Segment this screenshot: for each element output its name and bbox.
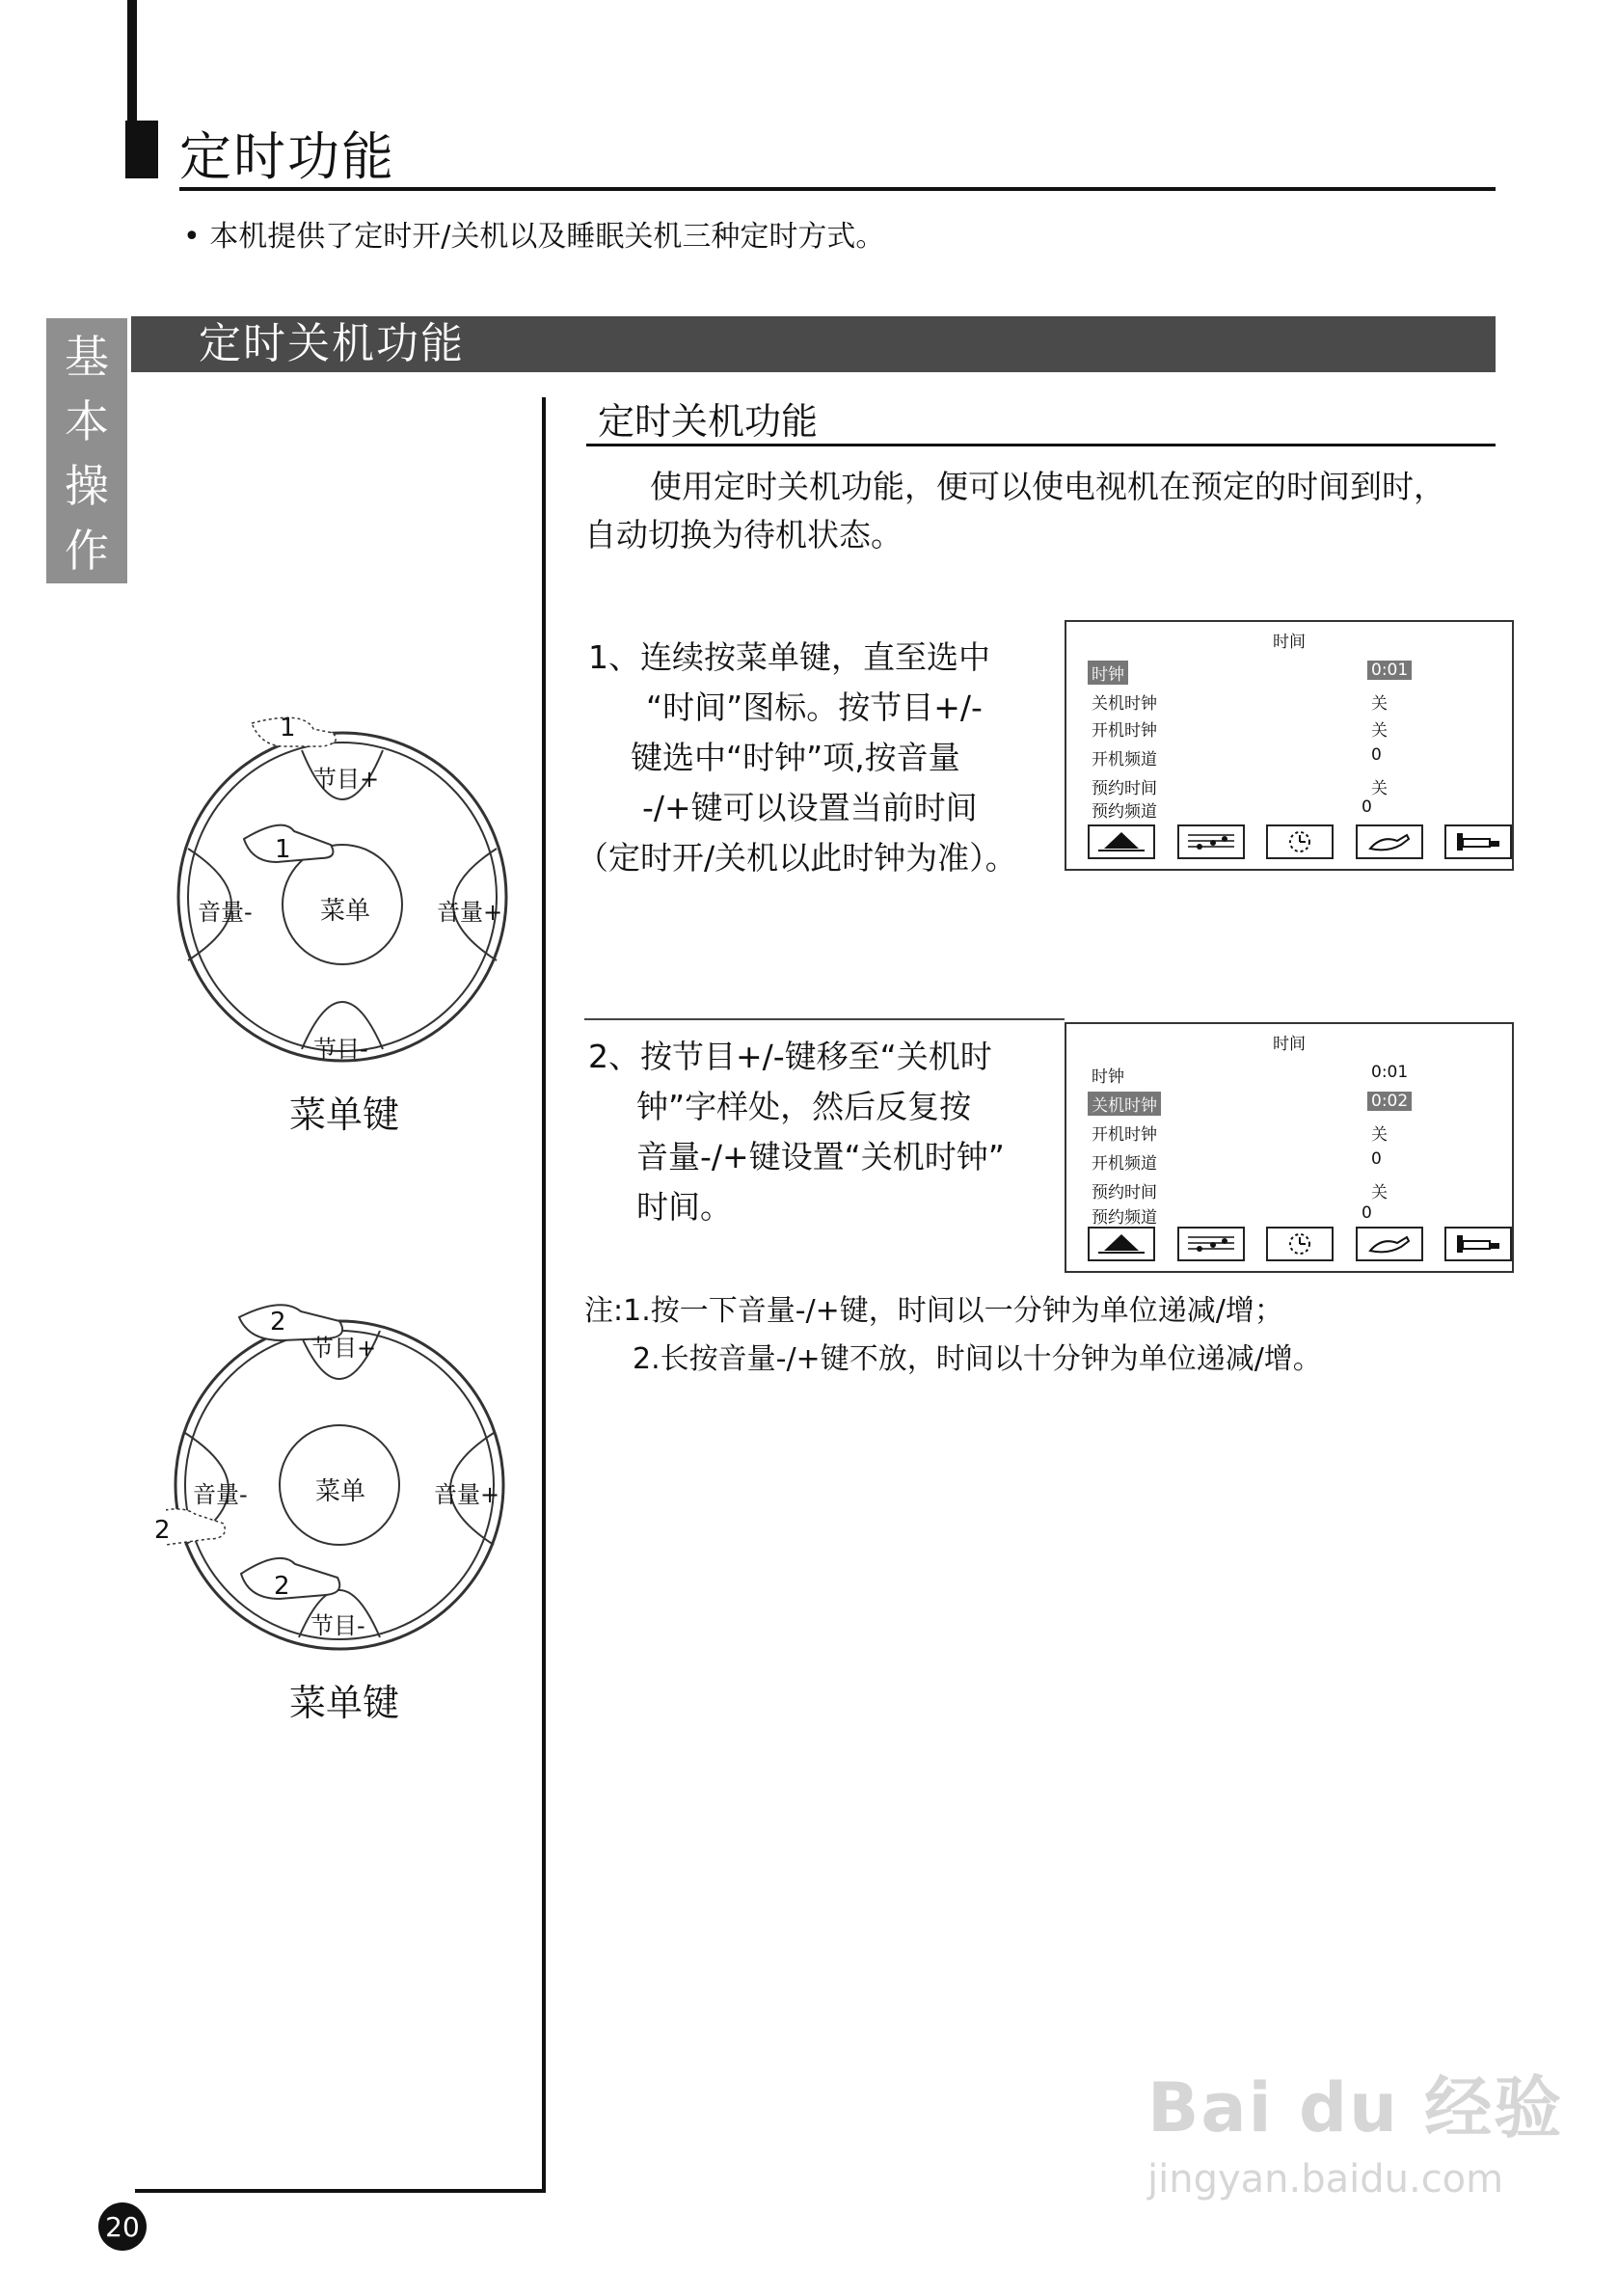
tv-menu-screen-2: [1065, 1022, 1514, 1273]
menu-value: 关: [1371, 721, 1388, 741]
vol-down-key-label: 音量-: [193, 1481, 248, 1508]
remote-diagram-2: [154, 1292, 513, 1659]
picture-icon: [1088, 824, 1155, 859]
section-intro: [584, 463, 1510, 559]
menu-value: 0: [1362, 797, 1372, 817]
step-marker: 1: [275, 835, 291, 864]
step-line: 音量-/+键设置“关机时钟”: [636, 1138, 1005, 1175]
step-line: （定时开/关机以此时钟为准）。: [577, 839, 1017, 877]
page-number: 20: [98, 2202, 147, 2251]
ch-down-key-label: 节目-: [310, 1612, 365, 1639]
menu-value: 0:01: [1371, 1063, 1409, 1082]
step-1-text: [577, 633, 1017, 883]
section-title: 定时关机功能: [598, 400, 819, 443]
menu-value: 0:02: [1367, 1092, 1412, 1111]
tv-menu-screen-1: [1065, 620, 1514, 871]
bottom-rule: [135, 2189, 546, 2193]
setup-icon: [1356, 1227, 1423, 1261]
remote-1-caption: 菜单键: [289, 1094, 400, 1136]
menu-value: 0: [1371, 745, 1382, 765]
menu-key-label: 菜单: [315, 1477, 366, 1506]
menu-key-label: 菜单: [320, 897, 371, 926]
step-line: 1、连续按菜单键，直至选中: [588, 638, 990, 676]
baidu-watermark: [1147, 2054, 1563, 2201]
menu-value: 关: [1371, 779, 1388, 798]
menu-item-clock: 时钟: [1088, 661, 1128, 685]
remote-2-caption: 菜单键: [289, 1682, 400, 1724]
note-line: 2.长按音量-/+键不放，时间以十分钟为单位递减/增。: [633, 1342, 1322, 1376]
section-title-underline: [586, 444, 1496, 446]
menu-value: 关: [1371, 1125, 1388, 1145]
function-icon: [1444, 1227, 1512, 1261]
step-marker: 2: [154, 1516, 171, 1545]
menu-value: 0: [1362, 1203, 1372, 1223]
note-line: 注:1.按一下音量-/+键，时间以一分钟为单位递减/增；: [584, 1294, 1283, 1328]
menu-title: 时间: [1273, 1035, 1306, 1054]
note-block: [584, 1287, 1322, 1384]
setup-icon: [1356, 824, 1423, 859]
step-marker: 2: [274, 1572, 290, 1601]
title-underline: [179, 187, 1496, 191]
menu-icon-bar: [1088, 1227, 1512, 1265]
menu-item-on-channel: 开机频道: [1092, 750, 1157, 770]
vol-up-key-label: 音量+: [434, 1481, 500, 1508]
menu-value: 关: [1371, 694, 1388, 714]
intro-line: 使用定时关机功能，便可以使电视机在预定的时间到时，: [650, 468, 1445, 505]
menu-item-off-timer: 关机时钟: [1092, 694, 1157, 714]
clock-icon: [1266, 824, 1334, 859]
step-marker: 1: [280, 714, 296, 743]
remote-diagram-1: [169, 704, 516, 1070]
section-banner: 定时关机功能: [131, 316, 1496, 372]
menu-item-clock: 时钟: [1092, 1067, 1124, 1087]
watermark-brand: Bai du 经验: [1147, 2068, 1564, 2147]
step-line: 2、按节目+/-键移至“关机时: [588, 1038, 992, 1075]
column-divider: [542, 397, 546, 2193]
side-tab-char: 作: [65, 524, 109, 577]
menu-icon-bar: [1088, 824, 1512, 863]
menu-item-off-timer: 关机时钟: [1088, 1092, 1161, 1116]
vol-up-key-label: 音量+: [437, 899, 503, 926]
intro-line: 自动切换为待机状态。: [584, 516, 903, 554]
ch-up-key-label: 节目+: [310, 1335, 377, 1362]
menu-item-reserve-channel: 预约频道: [1092, 1208, 1157, 1228]
menu-item-on-timer: 开机时钟: [1092, 721, 1157, 741]
side-tab-char: 操: [65, 459, 109, 512]
step-line: -/+键可以设置当前时间: [642, 789, 978, 826]
menu-item-reserve-time: 预约时间: [1092, 779, 1157, 798]
ch-down-key-label: 节目-: [313, 1036, 368, 1063]
side-tab-char: 基: [65, 331, 109, 384]
step-line: 键选中“时钟”项,按音量: [631, 739, 960, 776]
step-line: 钟”字样处，然后反复按: [636, 1088, 972, 1125]
ch-up-key-label: 节目+: [313, 766, 380, 793]
step-marker: 2: [270, 1308, 286, 1337]
menu-value: 0: [1371, 1149, 1382, 1169]
menu-item-reserve-time: 预约时间: [1092, 1183, 1157, 1202]
vol-down-key-label: 音量-: [198, 899, 253, 926]
step-separator: [584, 1018, 1065, 1020]
menu-title: 时间: [1273, 633, 1306, 652]
remote-key-outline: [169, 704, 516, 1070]
function-icon: [1444, 824, 1512, 859]
sound-icon: [1177, 1227, 1245, 1261]
sound-icon: [1177, 824, 1245, 859]
step-line: 时间。: [636, 1188, 732, 1226]
page-title: 定时功能: [179, 126, 395, 187]
menu-item-on-timer: 开机时钟: [1092, 1125, 1157, 1145]
menu-item-reserve-channel: 预约频道: [1092, 802, 1157, 822]
title-marker: [125, 121, 158, 178]
step-line: “时间”图标。按节目+/-: [646, 689, 983, 726]
menu-value: 关: [1371, 1183, 1388, 1202]
side-tab-char: 本: [65, 395, 109, 448]
step-2-text: [588, 1032, 1005, 1232]
watermark-url: jingyan.baidu.com: [1147, 2157, 1504, 2201]
side-tab-basic-operation: [46, 318, 127, 583]
picture-icon: [1088, 1227, 1155, 1261]
clock-icon: [1266, 1227, 1334, 1261]
menu-item-on-channel: 开机频道: [1092, 1154, 1157, 1174]
intro-bullet: • 本机提供了定时开/关机以及睡眠关机三种定时方式。: [183, 220, 885, 254]
menu-value: 0:01: [1367, 661, 1412, 680]
